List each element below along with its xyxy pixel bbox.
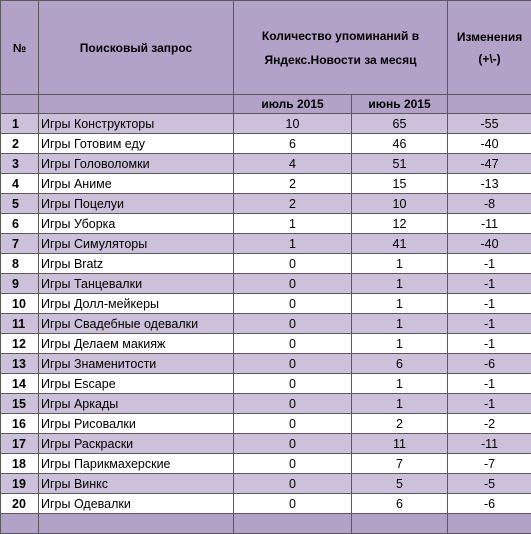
- row-change: -1: [448, 314, 531, 334]
- row-june-count: 2: [352, 414, 448, 434]
- row-july-count: 0: [234, 334, 352, 354]
- row-change: -1: [448, 274, 531, 294]
- row-change: -5: [448, 474, 531, 494]
- row-query: Игры Винкс: [39, 474, 234, 494]
- table-row: [1, 334, 531, 354]
- header-query: Поисковый запрос: [39, 1, 234, 95]
- table-row: [1, 434, 531, 454]
- row-june-count: 1: [352, 254, 448, 274]
- row-change: -8: [448, 194, 531, 214]
- footer-cell: [1, 514, 39, 534]
- row-june-count: 6: [352, 494, 448, 514]
- row-june-count: 46: [352, 134, 448, 154]
- row-july-count: 1: [234, 214, 352, 234]
- table-row: [1, 174, 531, 194]
- row-june-count: 51: [352, 154, 448, 174]
- header-row: [1, 1, 531, 95]
- row-june-count: 5: [352, 474, 448, 494]
- row-july-count: 4: [234, 154, 352, 174]
- row-number: 19: [1, 474, 39, 494]
- row-number: 17: [1, 434, 39, 454]
- row-number: 2: [1, 134, 39, 154]
- subheader-empty-query: [39, 95, 234, 114]
- row-number: 14: [1, 374, 39, 394]
- row-change: -2: [448, 414, 531, 434]
- row-query: Игры Рисовалки: [39, 414, 234, 434]
- row-june-count: 15: [352, 174, 448, 194]
- footer-cell: [448, 514, 531, 534]
- row-change: -1: [448, 294, 531, 314]
- row-number: 12: [1, 334, 39, 354]
- row-change: -1: [448, 374, 531, 394]
- row-query: Игры Свадебные одевалки: [39, 314, 234, 334]
- row-number: 4: [1, 174, 39, 194]
- row-query: Игры Аниме: [39, 174, 234, 194]
- row-number: 20: [1, 494, 39, 514]
- row-change: -1: [448, 334, 531, 354]
- table-row: [1, 254, 531, 274]
- table-row: [1, 294, 531, 314]
- row-change: -13: [448, 174, 531, 194]
- row-number: 1: [1, 114, 39, 134]
- table-row: [1, 354, 531, 374]
- row-june-count: 1: [352, 334, 448, 354]
- row-june-count: 1: [352, 274, 448, 294]
- row-query: Игры Раскраски: [39, 434, 234, 454]
- row-june-count: 1: [352, 294, 448, 314]
- row-july-count: 0: [234, 354, 352, 374]
- subheader-empty-num: [1, 95, 39, 114]
- row-june-count: 41: [352, 234, 448, 254]
- row-july-count: 0: [234, 394, 352, 414]
- header-num: №: [1, 1, 39, 95]
- row-query: Игры Аркады: [39, 394, 234, 414]
- row-change: -40: [448, 134, 531, 154]
- table-row: [1, 234, 531, 254]
- row-number: 9: [1, 274, 39, 294]
- table-row: [1, 134, 531, 154]
- table-row: [1, 214, 531, 234]
- row-july-count: 0: [234, 274, 352, 294]
- row-query: Игры Делаем макияж: [39, 334, 234, 354]
- row-number: 18: [1, 454, 39, 474]
- footer-cell: [39, 514, 234, 534]
- row-july-count: 2: [234, 174, 352, 194]
- row-query: Игры Уборка: [39, 214, 234, 234]
- row-change: -47: [448, 154, 531, 174]
- row-july-count: 0: [234, 434, 352, 454]
- row-query: Игры Симуляторы: [39, 234, 234, 254]
- row-june-count: 12: [352, 214, 448, 234]
- row-change: -11: [448, 434, 531, 454]
- subheader-empty-change: [448, 95, 531, 114]
- table-row: [1, 414, 531, 434]
- header-change: Изменения (+\-): [448, 1, 531, 95]
- row-query: Игры Парикмахерские: [39, 454, 234, 474]
- row-change: -6: [448, 494, 531, 514]
- row-query: Игры Танцевалки: [39, 274, 234, 294]
- row-query: Игры Долл-мейкеры: [39, 294, 234, 314]
- row-june-count: 65: [352, 114, 448, 134]
- table-row: [1, 194, 531, 214]
- row-number: 15: [1, 394, 39, 414]
- table-row: [1, 114, 531, 134]
- row-number: 5: [1, 194, 39, 214]
- header-mentions-count: Количество упоминаний в Яндекс.Новости за месяц: [234, 1, 448, 95]
- row-query: Игры Знаменитости: [39, 354, 234, 374]
- subheader-row: [1, 95, 531, 114]
- table-row: [1, 474, 531, 494]
- table-row: [1, 314, 531, 334]
- subheader-july: июль 2015: [234, 95, 352, 114]
- row-july-count: 2: [234, 194, 352, 214]
- row-number: 7: [1, 234, 39, 254]
- row-june-count: 6: [352, 354, 448, 374]
- row-july-count: 6: [234, 134, 352, 154]
- row-change: -7: [448, 454, 531, 474]
- row-number: 16: [1, 414, 39, 434]
- footer-row: [1, 514, 531, 534]
- row-july-count: 0: [234, 374, 352, 394]
- subheader-june: июнь 2015: [352, 95, 448, 114]
- footer-cell: [352, 514, 448, 534]
- row-july-count: 0: [234, 494, 352, 514]
- row-number: 8: [1, 254, 39, 274]
- row-june-count: 11: [352, 434, 448, 454]
- row-query: Игры Головоломки: [39, 154, 234, 174]
- row-number: 11: [1, 314, 39, 334]
- row-june-count: 10: [352, 194, 448, 214]
- table-row: [1, 374, 531, 394]
- row-change: -40: [448, 234, 531, 254]
- row-change: -55: [448, 114, 531, 134]
- row-july-count: 0: [234, 294, 352, 314]
- row-number: 13: [1, 354, 39, 374]
- footer-cell: [234, 514, 352, 534]
- row-june-count: 1: [352, 314, 448, 334]
- table-row: [1, 494, 531, 514]
- row-number: 6: [1, 214, 39, 234]
- row-june-count: 7: [352, 454, 448, 474]
- row-july-count: 10: [234, 114, 352, 134]
- table-row: [1, 394, 531, 414]
- row-change: -6: [448, 354, 531, 374]
- row-july-count: 0: [234, 254, 352, 274]
- row-july-count: 0: [234, 474, 352, 494]
- row-query: Игры Escape: [39, 374, 234, 394]
- row-number: 10: [1, 294, 39, 314]
- row-july-count: 0: [234, 414, 352, 434]
- row-june-count: 1: [352, 394, 448, 414]
- table-body: [1, 114, 531, 514]
- row-query: Игры Готовим еду: [39, 134, 234, 154]
- row-change: -1: [448, 254, 531, 274]
- row-number: 3: [1, 154, 39, 174]
- row-query: Игры Bratz: [39, 254, 234, 274]
- row-query: Игры Одевалки: [39, 494, 234, 514]
- row-query: Игры Конструкторы: [39, 114, 234, 134]
- table-row: [1, 274, 531, 294]
- row-change: -11: [448, 214, 531, 234]
- row-change: -1: [448, 394, 531, 414]
- table-row: [1, 454, 531, 474]
- row-july-count: 0: [234, 454, 352, 474]
- row-july-count: 0: [234, 314, 352, 334]
- row-query: Игры Поцелуи: [39, 194, 234, 214]
- row-july-count: 1: [234, 234, 352, 254]
- row-june-count: 1: [352, 374, 448, 394]
- table-row: [1, 154, 531, 174]
